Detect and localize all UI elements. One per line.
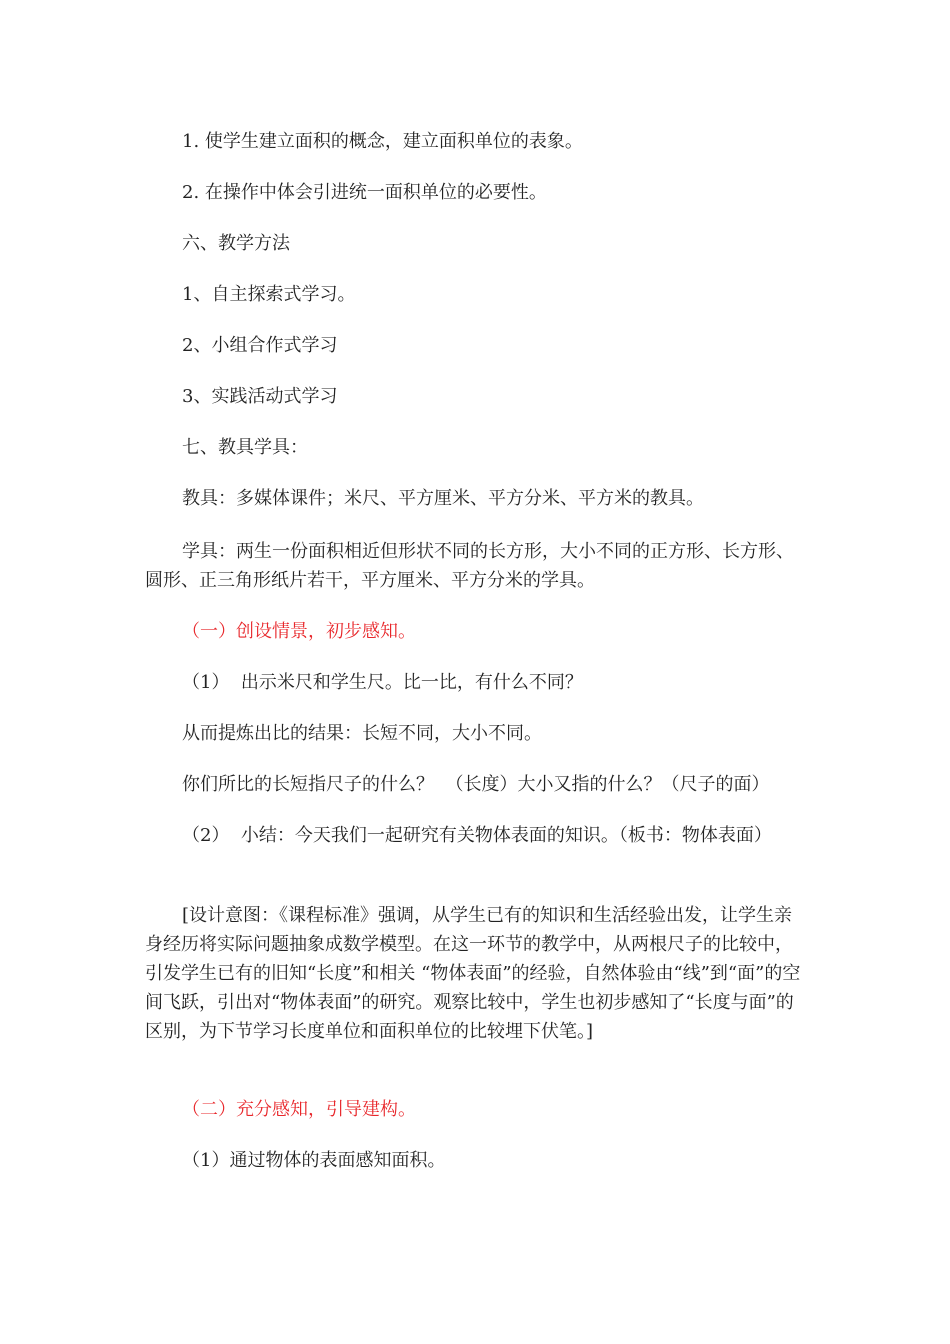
objective-1: 1. 使学生建立面积的概念，建立面积单位的表象。 [182, 131, 583, 152]
step-heading-2: （二）充分感知，引导建构。 [182, 1099, 416, 1120]
method-3: 3、实践活动式学习 [182, 386, 338, 407]
comparison-question: 你们所比的长短指尺子的什么？ （长度）大小又指的什么？（尺子的面） [182, 774, 770, 795]
design-intent: [设计意图：《课程标准》强调，从学生已有的知识和生活经验出发，让学生亲身经历将实际问题抽象成数学模型。在这一环节的教学中，从两根尺子的比较中，引发学生已有的旧知“长度”和相关 “物体表面”的经验，自然体验由“线”到“面”的空间飞跃，引出对“物体表面”的研究。观察比较中，学生也初步感知了“长度与面”的区别，为下节学习长度单位和面积单位的比较埋下伏笔。] [145, 905, 801, 1042]
step-item-1: （1） 出示米尺和学生尺。比一比，有什么不同？ [182, 672, 583, 693]
comparison-result: 从而提炼出比的结果：长短不同，大小不同。 [182, 723, 542, 744]
step-heading-1: （一）创设情景，初步感知。 [182, 621, 416, 642]
section-heading-teaching-tools: 七、教具学具： [182, 437, 308, 458]
student-tools: 学具：两生一份面积相近但形状不同的长方形，大小不同的正方形、长方形、圆形、正三角形纸片若干，平方厘米、平方分米的学具。 [145, 541, 794, 591]
method-1: 1、自主探索式学习。 [182, 284, 356, 305]
method-2: 2、小组合作式学习 [182, 335, 338, 356]
objective-2: 2. 在操作中体会引进统一面积单位的必要性。 [182, 182, 547, 203]
step-item-2: （2） 小结：今天我们一起研究有关物体表面的知识。（板书：物体表面） [182, 825, 772, 846]
step-item-3: （1）通过物体的表面感知面积。 [182, 1150, 446, 1171]
section-heading-teaching-methods: 六、教学方法 [182, 233, 290, 254]
teacher-tools: 教具：多媒体课件；米尺、平方厘米、平方分米、平方米的教具。 [182, 488, 704, 509]
